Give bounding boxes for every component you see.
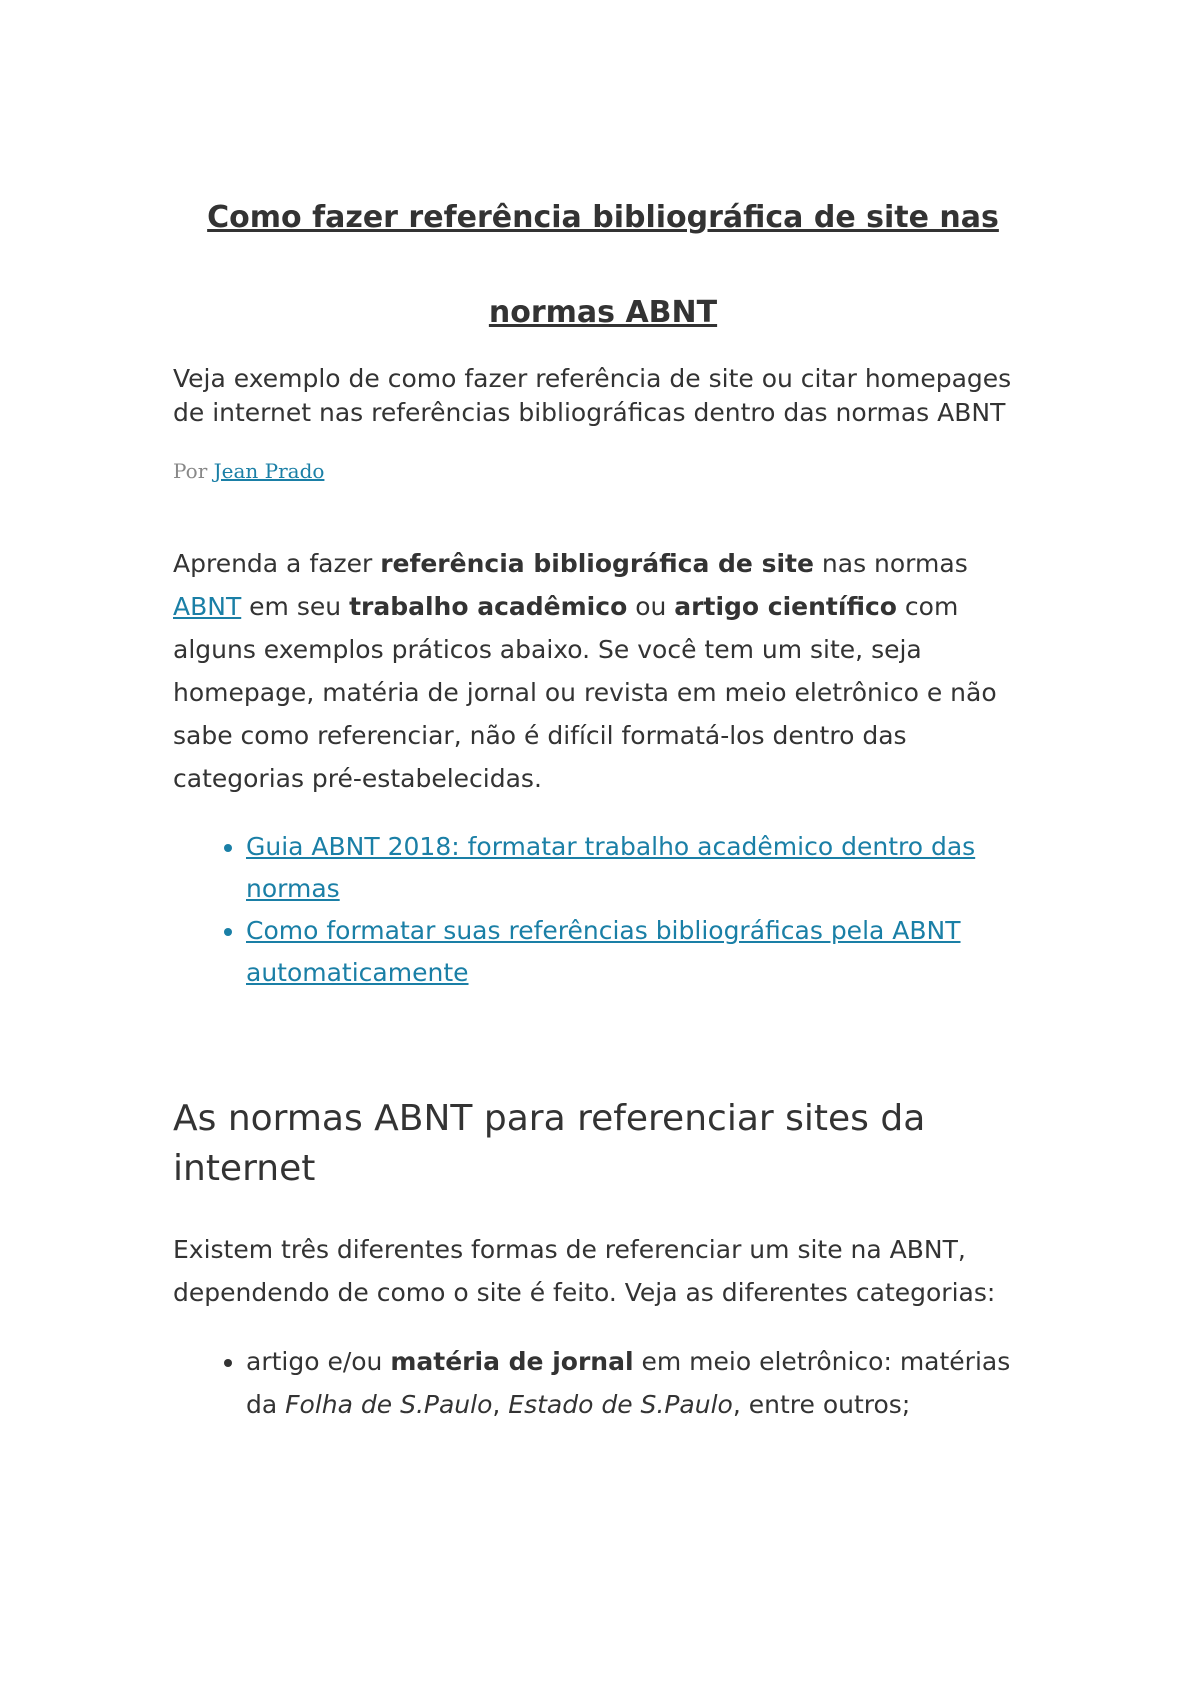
intro-text-3: em seu bbox=[241, 592, 350, 621]
author-link[interactable]: Jean Prado bbox=[213, 459, 325, 483]
section-heading: As normas ABNT para referenciar sites da internet bbox=[173, 1098, 926, 1189]
categories-list bbox=[173, 1340, 1033, 1426]
section-paragraph: Existem três diferentes formas de referenciar um site na ABNT, dependendo de como o site é feito. Veja as diferentes categorias: bbox=[173, 1235, 996, 1307]
intro-text-2: nas normas bbox=[813, 549, 968, 578]
article-title-line2: normas ABNT bbox=[488, 295, 718, 330]
intro-paragraph bbox=[173, 542, 1033, 800]
article-title-line1: Como fazer referência bibliográfica de site nas bbox=[207, 200, 999, 235]
byline-prefix: Por bbox=[173, 459, 208, 483]
article-title bbox=[173, 0, 1033, 360]
cat-italic-2: Estado de S.Paulo bbox=[508, 1390, 733, 1419]
cat-text-1: artigo e/ou bbox=[246, 1347, 391, 1376]
cat-text-3: , bbox=[492, 1390, 509, 1419]
intro-bold-2: trabalho acadêmico bbox=[349, 592, 628, 621]
cat-text-2: em meio eletrônico: matérias da bbox=[246, 1347, 1011, 1419]
article-subtitle: Veja exemplo de como fazer referência de site ou citar homepages de internet nas referências bibliográficas dentro das normas ABNT bbox=[173, 364, 1012, 427]
article-byline bbox=[173, 456, 1033, 486]
intro-text-5: com alguns exemplos práticos abaixo. Se você tem um site, seja homepage, matéria de jornal ou revista em meio eletrônico e não sabe como referenciar, não é difícil formatá-los dentro das categorias pré-estabelecidas. bbox=[173, 592, 997, 793]
intro-bold-1: referência bibliográfica de site bbox=[380, 549, 814, 578]
cat-bold-1: matéria de jornal bbox=[390, 1347, 634, 1376]
abnt-link[interactable]: ABNT bbox=[173, 592, 242, 621]
list-item bbox=[246, 826, 1033, 910]
intro-text-1: Aprenda a fazer bbox=[173, 549, 381, 578]
intro-text-4: ou bbox=[627, 592, 675, 621]
related-link-guia-abnt[interactable]: Guia ABNT 2018: formatar trabalho acadêmico dentro das normas bbox=[246, 832, 976, 903]
intro-bold-3: artigo científico bbox=[674, 592, 897, 621]
list-item bbox=[246, 910, 1033, 994]
cat-text-4: , entre outros; bbox=[732, 1390, 911, 1419]
related-link-formatar-referencias[interactable]: Como formatar suas referências bibliográficas pela ABNT automaticamente bbox=[246, 916, 961, 987]
cat-italic-1: Folha de S.Paulo bbox=[285, 1390, 493, 1419]
document-page bbox=[173, 0, 1033, 1426]
related-links-list bbox=[173, 826, 1033, 994]
list-item bbox=[246, 1340, 1033, 1426]
